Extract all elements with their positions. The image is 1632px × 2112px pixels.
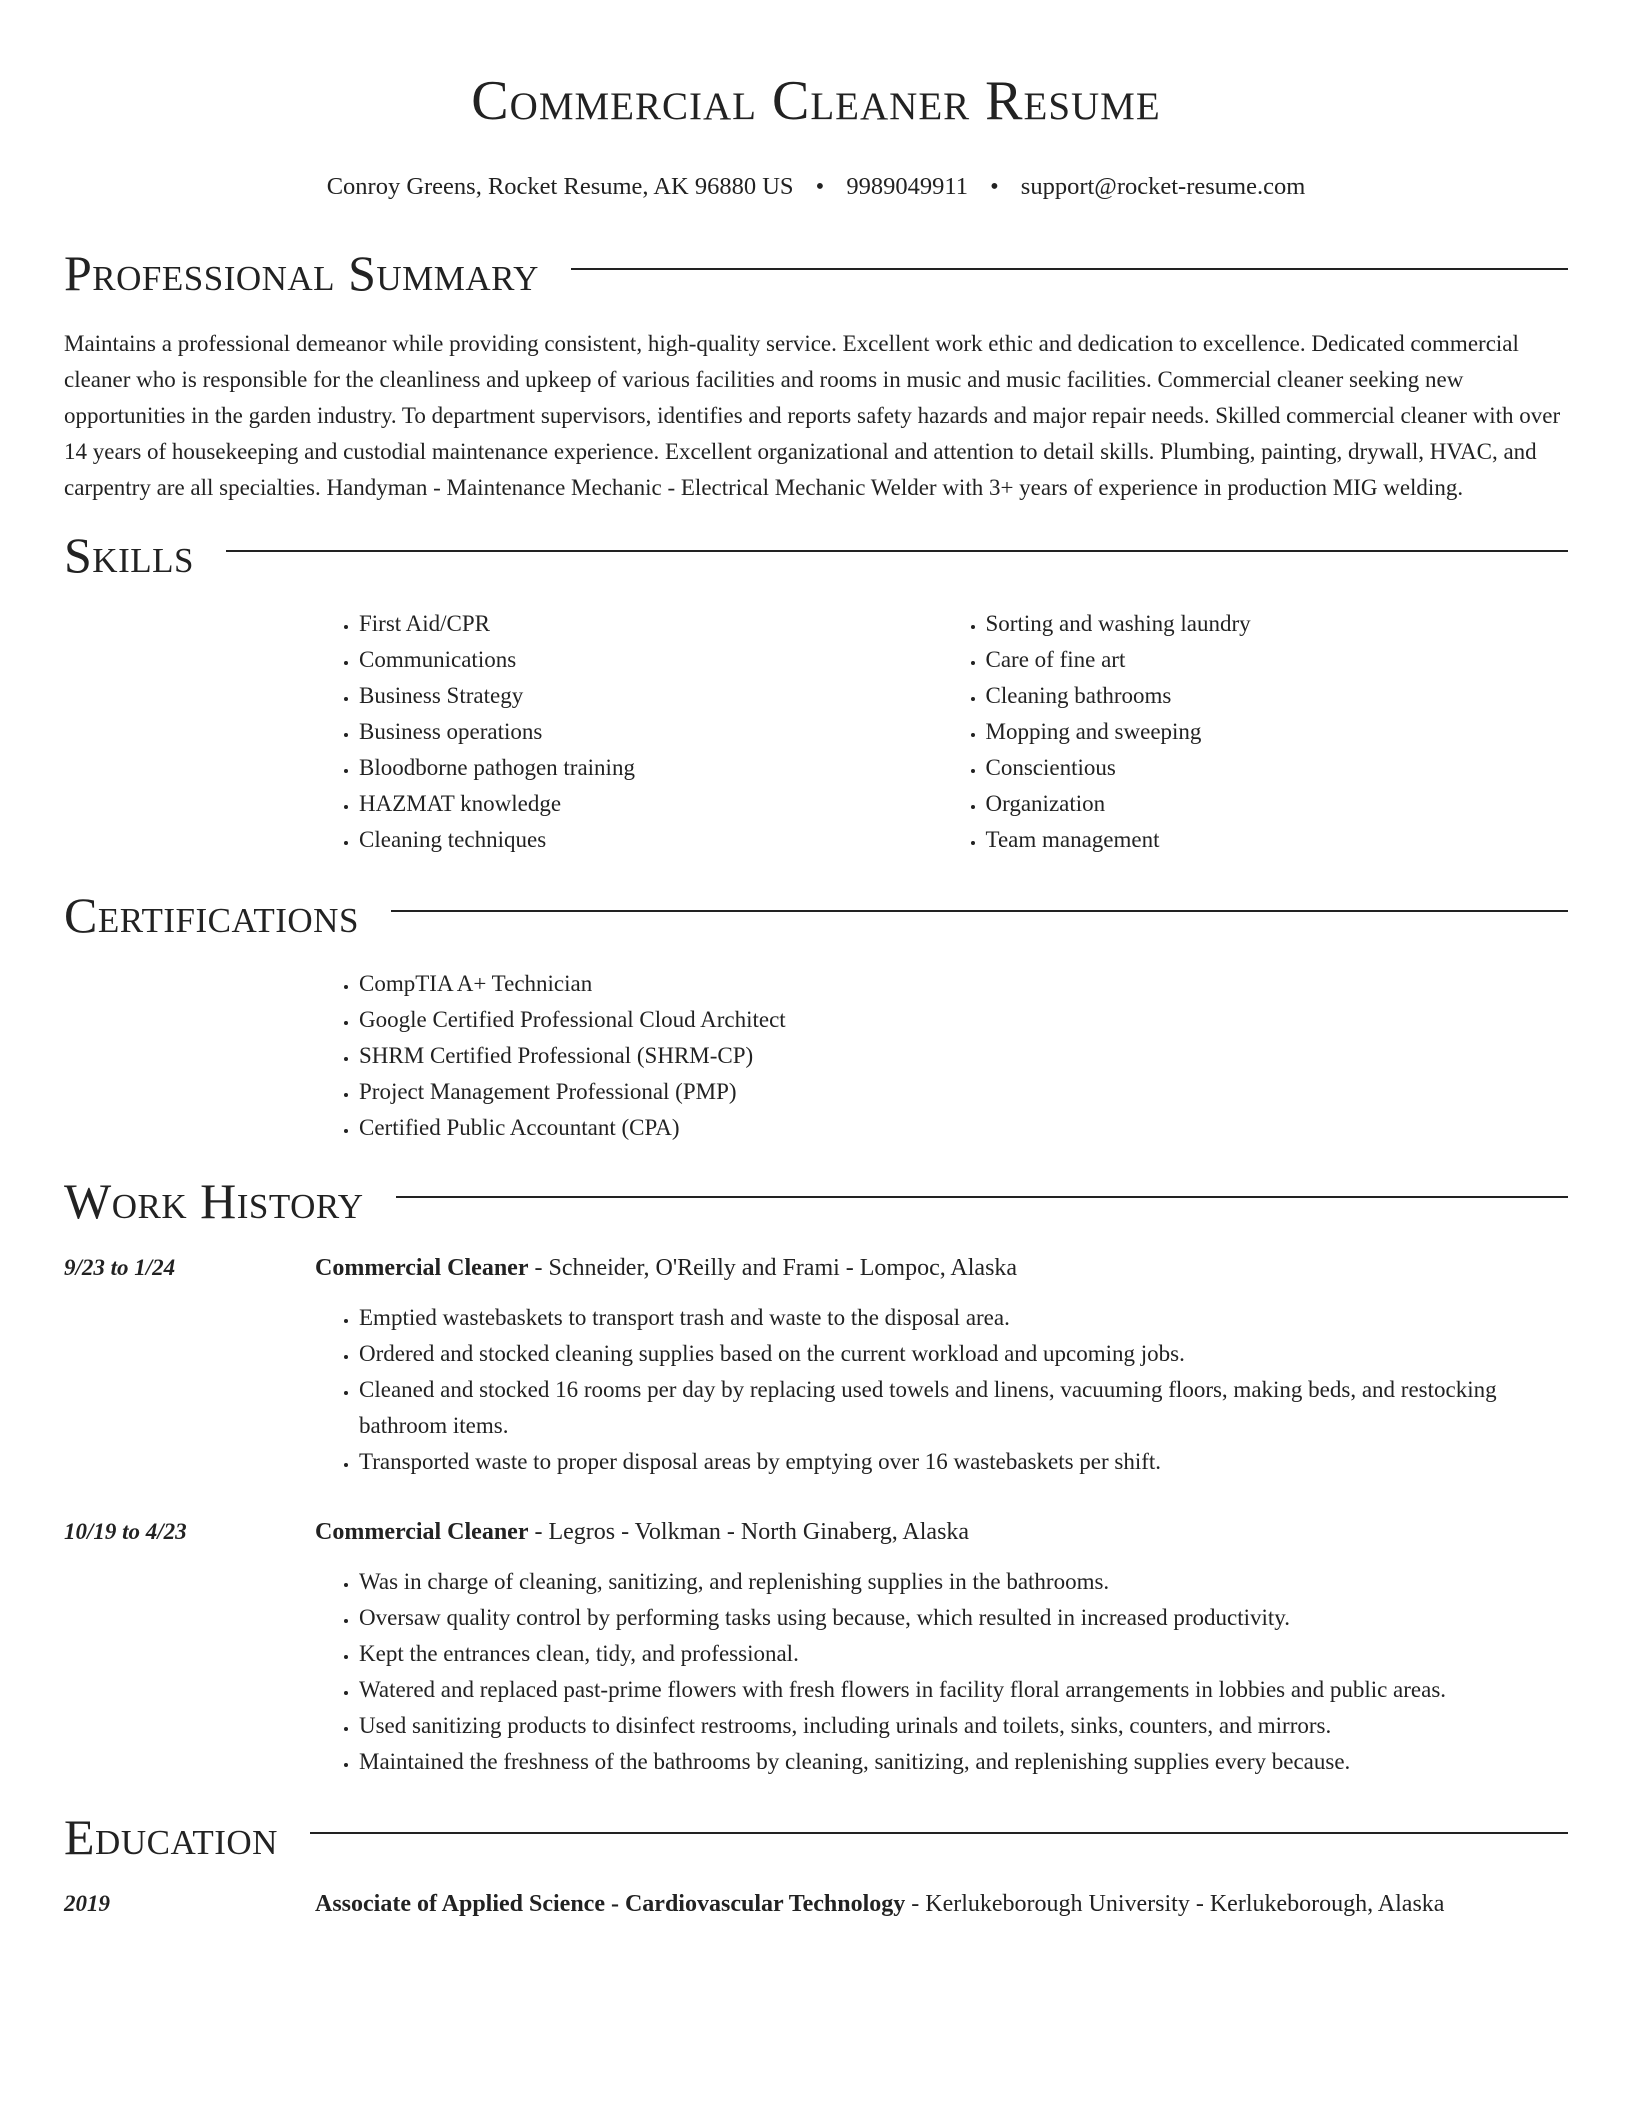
job-entry (64, 1514, 1568, 1780)
skill-item: • Business Strategy (359, 678, 942, 714)
job-bullet: • Ordered and stocked cleaning supplies based on the current workload and upcoming jobs. (359, 1336, 1568, 1372)
job-bullet: • Cleaned and stocked 16 rooms per day by replacing used towels and linens, vacuuming floors, making beds, and restocking bathroom items. (359, 1372, 1568, 1444)
job-bullets (315, 1300, 1568, 1480)
job-bullet: • Oversaw quality control by performing tasks using because, which resulted in increased productivity. (359, 1600, 1446, 1636)
skills-heading: Skills (64, 527, 194, 583)
skill-item: • HAZMAT knowledge (359, 786, 942, 822)
work-section-header (64, 1166, 1568, 1236)
section-divider (571, 268, 1568, 270)
job-details: - Schneider, O'Reilly and Frami - Lompoc, Alaska (528, 1255, 1018, 1281)
job-dates: 9/23 to 1/24 (64, 1255, 176, 1280)
section-divider (391, 910, 1568, 912)
certifications-heading: Certifications (64, 887, 359, 943)
job-bullet: • Was in charge of cleaning, sanitizing, and replenishing supplies in the bathrooms. (359, 1564, 1446, 1600)
education-section-header (64, 1802, 1568, 1872)
skill-item: • Mopping and sweeping (986, 714, 1569, 750)
education-entry (64, 1886, 1568, 1922)
job-details: - Legros - Volkman - North Ginaberg, Alaska (528, 1519, 970, 1545)
contact-address: Conroy Greens, Rocket Resume, AK 96880 US (326, 173, 794, 200)
resume-page (64, 0, 1568, 1922)
work-heading: Work History (64, 1173, 364, 1229)
skill-item: • Team management (986, 822, 1569, 858)
summary-section-header (64, 238, 1568, 308)
contact-email: support@rocket-resume.com (1020, 173, 1306, 200)
skill-item: • Cleaning bathrooms (986, 678, 1569, 714)
certifications-list (315, 966, 1568, 1146)
certification-item: • SHRM Certified Professional (SHRM-CP) (359, 1038, 1568, 1074)
contact-line (64, 170, 1568, 204)
skills-section-header (64, 520, 1568, 590)
skills-columns (315, 606, 1568, 858)
job-body (315, 1514, 1446, 1780)
certification-item: • Certified Public Accountant (CPA) (359, 1110, 1568, 1146)
certification-item: • CompTIA A+ Technician (359, 966, 1568, 1002)
skills-list-left (315, 606, 942, 858)
job-bullet: • Transported waste to proper disposal areas by emptying over 16 wastebaskets per shift. (359, 1444, 1568, 1480)
certification-item: • Google Certified Professional Cloud Architect (359, 1002, 1568, 1038)
certifications-list-wrapper (315, 966, 1568, 1146)
skill-item: • Bloodborne pathogen training (359, 750, 942, 786)
job-bullet: • Watered and replaced past-prime flowers with fresh flowers in facility floral arrangements in lobbies and public areas. (359, 1672, 1446, 1708)
section-divider (310, 1832, 1568, 1834)
job-header (315, 1514, 1446, 1550)
job-dates: 10/19 to 4/23 (64, 1519, 187, 1544)
skill-item: • Communications (359, 642, 942, 678)
job-bullet: • Maintained the freshness of the bathrooms by cleaning, sanitizing, and replenishing supplies every because. (359, 1744, 1446, 1780)
skill-item: • Cleaning techniques (359, 822, 942, 858)
job-title: Commercial Cleaner (315, 1255, 529, 1281)
education-heading: Education (64, 1809, 278, 1865)
summary-text: Maintains a professional demeanor while providing consistent, high-quality service. Excellent work ethic and dedication to excellence. Dedicated commercial cleaner who is responsible for the cleanliness and upkeep of various facilities and rooms in music and music facilities. Commercial cleaner seeking new opportunities in the garden industry. To department supervisors, identifies and reports safety hazards and major repair needs. Skilled commercial cleaner with over 14 years of housekeeping and custodial maintenance experience. Excellent organizational and attention to detail skills. Plumbing, painting, drywall, HVAC, and carpentry are all specialties. Handyman - Maintenance Mechanic - Electrical Mechanic Welder with 3+ years of experience in production MIG welding. (64, 331, 1561, 500)
education-header (315, 1886, 1444, 1922)
job-entry (64, 1250, 1568, 1480)
education-year: 2019 (64, 1891, 110, 1916)
section-divider (226, 550, 1568, 552)
skill-item: • Care of fine art (986, 642, 1569, 678)
skill-item: • Business operations (359, 714, 942, 750)
job-title: Commercial Cleaner (315, 1519, 529, 1545)
job-bullet: • Kept the entrances clean, tidy, and professional. (359, 1636, 1446, 1672)
job-body (315, 1250, 1568, 1480)
education-degree: Associate of Applied Science - Cardiovascular Technology (315, 1891, 906, 1917)
education-details: - Kerlukeborough University - Kerlukeborough, Alaska (905, 1891, 1445, 1917)
certifications-section-header (64, 880, 1568, 950)
skill-item: • First Aid/CPR (359, 606, 942, 642)
job-bullet: • Emptied wastebaskets to transport trash and waste to the disposal area. (359, 1300, 1568, 1336)
contact-separator: • (815, 173, 825, 200)
job-bullets (315, 1564, 1446, 1780)
skill-item: • Organization (986, 786, 1569, 822)
contact-phone: 9989049911 (846, 173, 968, 200)
resume-title: Commercial Cleaner Resume (471, 70, 1161, 132)
skills-list-right (942, 606, 1569, 858)
certification-item: • Project Management Professional (PMP) (359, 1074, 1568, 1110)
job-header (315, 1250, 1568, 1286)
skill-item: • Sorting and washing laundry (986, 606, 1569, 642)
section-divider (396, 1196, 1568, 1198)
job-bullet: • Used sanitizing products to disinfect restrooms, including urinals and toilets, sinks, counters, and mirrors. (359, 1708, 1446, 1744)
contact-separator: • (990, 173, 999, 200)
skill-item: • Conscientious (986, 750, 1569, 786)
summary-heading: Professional Summary (64, 245, 539, 301)
